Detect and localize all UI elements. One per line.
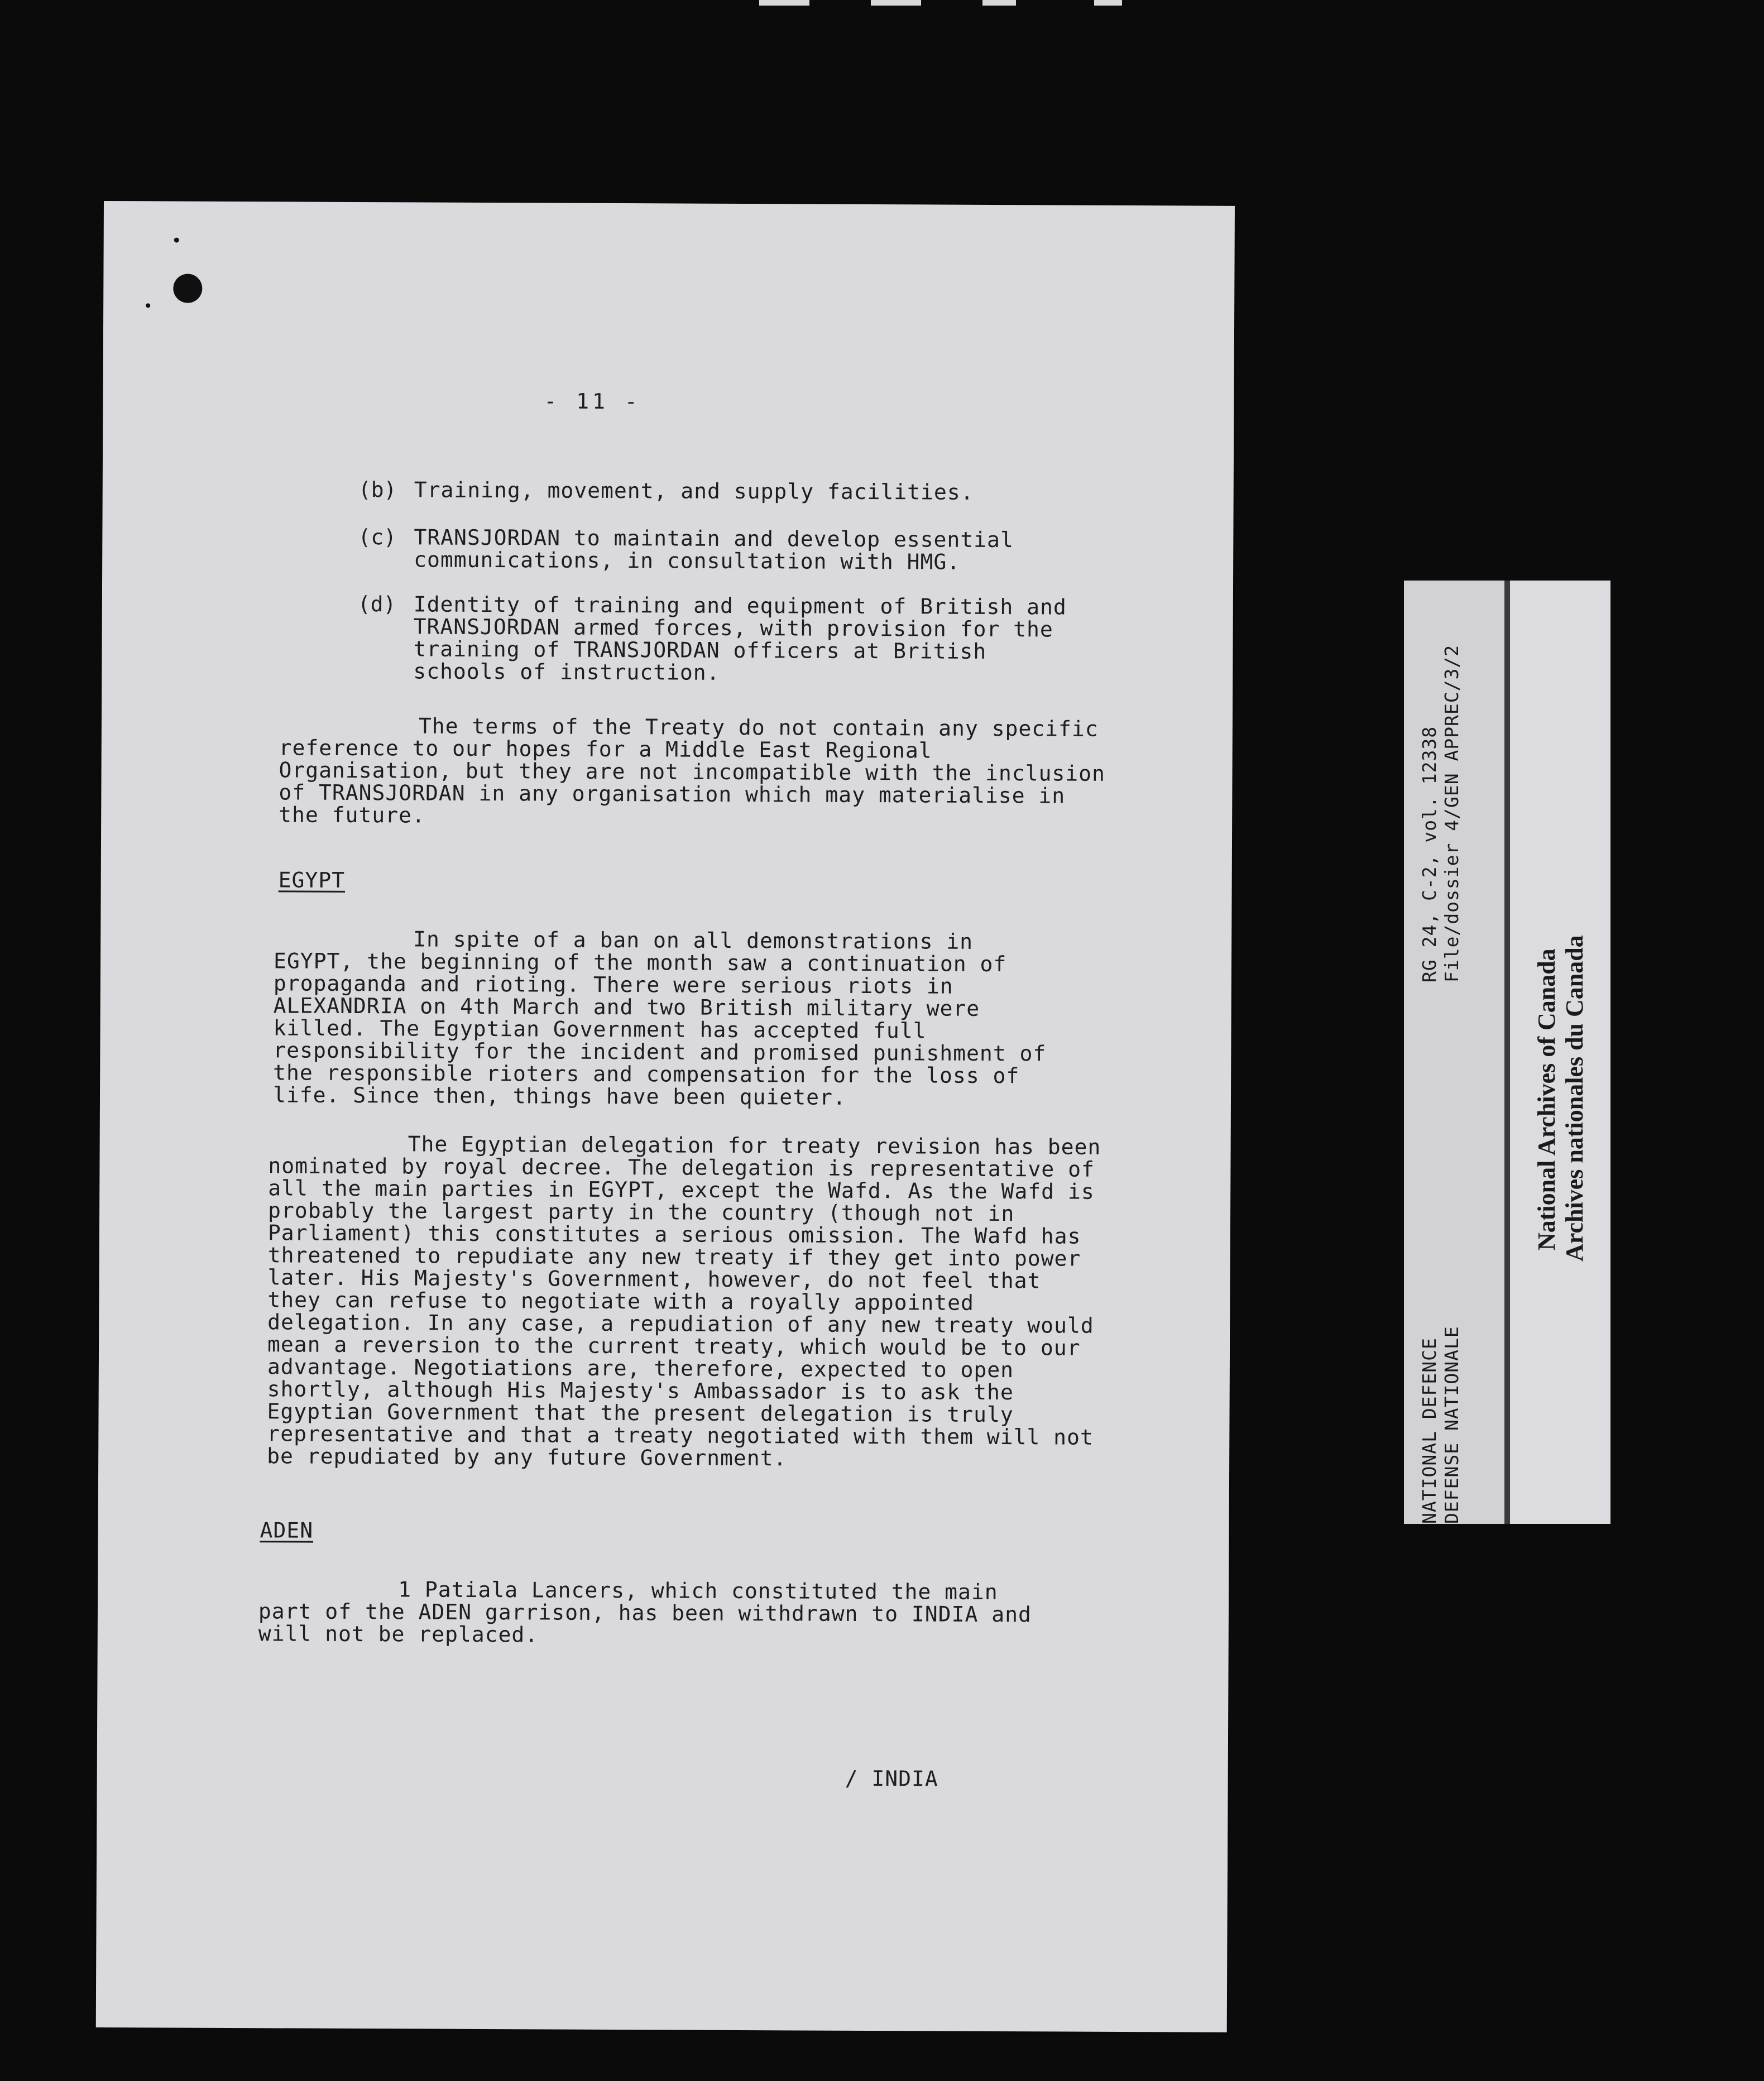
archive-name-english: National Archives of Canada xyxy=(1533,948,1560,1250)
archive-reference-line: File/dossier 4/GEN APPREC/3/2 xyxy=(1441,644,1463,982)
list-item-text: Identity of training and equipment of British and TRANSJORDAN armed forces, with provision for the training of TRANSJORDAN officers at British schools of instruction. xyxy=(413,592,1067,685)
tag-divider xyxy=(1504,581,1510,1524)
punch-hole xyxy=(173,274,202,303)
paragraph-aden: 1 Patiala Lancers, which constituted the main part of the ADEN garrison, has been withdrawn to INDIA and will not be replaced. xyxy=(258,1577,1032,1647)
archive-name-french: Archives nationales du Canada xyxy=(1561,935,1588,1262)
ink-speck xyxy=(174,238,179,243)
list-item xyxy=(357,593,1111,691)
ink-speck xyxy=(146,303,150,308)
paragraph-egypt-2: The Egyptian delegation for treaty revision has been nominated by royal decree. The delegation is representative of all the main parties in EGYPT, except the Wafd. As the Wafd is probably the largest party in the country (though not in Parliament) this constitutes a serious omission. The Wafd has threatened to repudiate any new treaty if they get into power later. His Majesty's Government, however, do not feel that they can refuse to negotiate with a royally appointed delegation. In any case, a repudiation of any new treaty would mean a reversion to the current treaty, which would be to our advantage. Negotiations are, therefore, expected to open shortly, although His Majesty's Ambassador is to ask the Egyptian Government that the present delegation is truly representative and that a treaty negotiated with them will not be repudiated by any future Government. xyxy=(267,1131,1101,1471)
list-item-text: Training, movement, and supply facilities. xyxy=(414,477,974,505)
paragraph-egypt-1: In spite of a ban on all demonstrations in EGYPT, the beginning of the month saw a continuation of propaganda and rioting. There were serious riots in ALEXANDRIA on 4th March and two British military were killed. The Egyptian Government has accepted full responsibility for the incident and promised punishment of the responsible rioters and compensation for the loss of life. Since then, things have been quieter. xyxy=(272,927,1047,1110)
archive-reference-strip xyxy=(1404,581,1504,1524)
archive-stamp-strip xyxy=(1510,581,1610,1524)
continuation-marker: / INDIA xyxy=(845,1766,938,1791)
list-item-label: (b) xyxy=(358,477,397,502)
page-number: - 11 - xyxy=(544,389,641,414)
section-heading-aden: ADEN xyxy=(260,1518,314,1543)
department-label: NATIONAL DEFENCE xyxy=(1418,1337,1440,1524)
document-page xyxy=(96,201,1235,2032)
list-item-label: (c) xyxy=(358,524,397,550)
list-item-text: TRANSJORDAN to maintain and develop essential communications, in consultation with HMG. xyxy=(414,525,1014,574)
list-item xyxy=(358,526,1111,579)
archive-reference-line: RG 24, C-2, vol. 12338 xyxy=(1418,726,1440,982)
list-item xyxy=(358,478,1112,510)
film-edge-marks xyxy=(759,0,1150,8)
list-item-label: (d) xyxy=(357,591,396,617)
section-heading-egypt: EGYPT xyxy=(278,867,346,893)
paragraph-treaty: The terms of the Treaty do not contain any specific reference to our hopes for a Middle East Regional Organisation, but they are not incompatible with the inclusion of TRANSJORDAN in any organisation which may materialise in the future. xyxy=(279,713,1106,828)
department-label: DEFENSE NATIONALE xyxy=(1441,1326,1463,1524)
